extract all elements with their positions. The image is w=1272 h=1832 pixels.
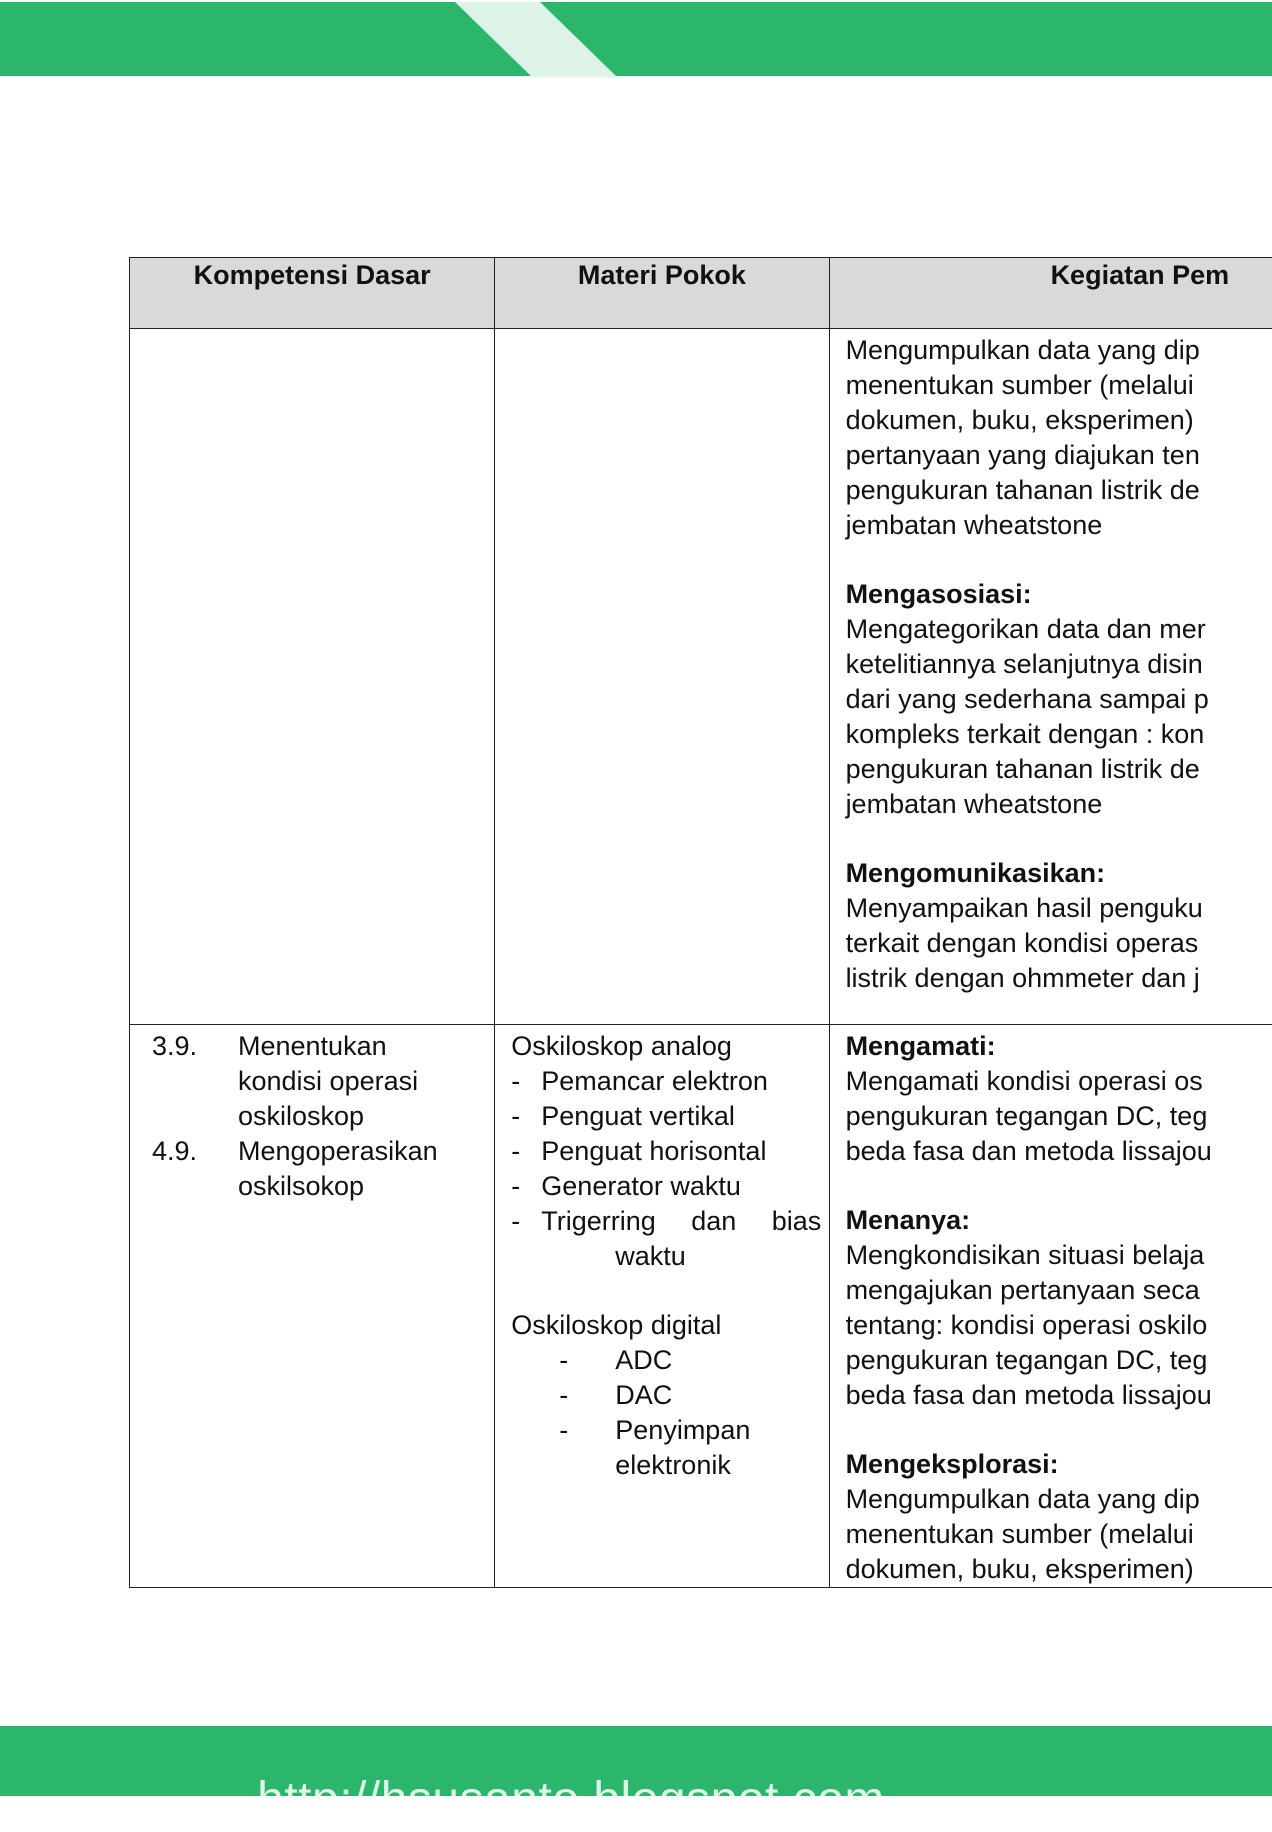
syllabus-table — [129, 257, 1272, 1588]
text-line: dokumen, buku, eksperimen) — [846, 403, 1272, 438]
text-line: pengukuran tahanan listrik de — [846, 752, 1272, 787]
list-item-continuation: elektronik — [511, 1448, 828, 1483]
list-item-continuation: waktu — [511, 1239, 828, 1274]
kegiatan-cell — [829, 329, 1272, 1025]
materi-cell — [495, 1025, 829, 1588]
text-line: menentukan sumber (melalui — [846, 1517, 1272, 1552]
text-line: beda fasa dan metoda lissajou — [846, 1134, 1272, 1169]
kd-cell — [130, 1025, 495, 1588]
kd-text: Mengoperasikan oskilsokop — [238, 1134, 478, 1204]
text-line: Mengamati kondisi operasi os — [846, 1064, 1272, 1099]
list-item: - ADC — [511, 1343, 828, 1378]
kd-number: 3.9. — [130, 1029, 238, 1134]
kd-cell-empty — [130, 329, 495, 1025]
list-item: - Penguat horisontal — [511, 1134, 828, 1169]
text-line: Mengategorikan data dan mer — [846, 612, 1272, 647]
kd-item — [130, 1134, 494, 1204]
text-line: pengukuran tegangan DC, teg — [846, 1099, 1272, 1134]
kd-number: 4.9. — [130, 1134, 238, 1204]
list-item: - Penyimpan — [511, 1413, 828, 1448]
list-item: - Penguat vertikal — [511, 1099, 828, 1134]
mengomunikasikan-heading: Mengomunikasikan: — [846, 856, 1272, 891]
text-line: kompleks terkait dengan : kon — [846, 717, 1272, 752]
header-kegiatan: Kegiatan Pem — [829, 258, 1272, 329]
text-line: terkait dengan kondisi operas — [846, 926, 1272, 961]
table-row — [130, 329, 1272, 1025]
table-header-row — [130, 258, 1272, 329]
mengamati-heading: Mengamati: — [846, 1029, 1272, 1064]
top-green-band — [0, 0, 1272, 76]
kegiatan-cell — [829, 1025, 1272, 1588]
list-item: - Generator waktu — [511, 1169, 828, 1204]
footer-url-text: http://hsusanto.blogspot.com — [257, 1776, 885, 1824]
menanya-heading: Menanya: — [846, 1203, 1272, 1238]
text-line: beda fasa dan metoda lissajou — [846, 1378, 1272, 1413]
text-line: pertanyaan yang diajukan ten — [846, 438, 1272, 473]
mengasosiasi-heading: Mengasosiasi: — [846, 577, 1272, 612]
text-line: listrik dengan ohmmeter dan j — [846, 961, 1272, 996]
kd-item — [130, 1029, 494, 1134]
text-line: menentukan sumber (melalui — [846, 368, 1272, 403]
materi-cell-empty — [495, 329, 829, 1025]
header-kompetensi-dasar: Kompetensi Dasar — [130, 258, 495, 329]
mengeksplorasi-heading: Mengeksplorasi: — [846, 1447, 1272, 1482]
text-line: jembatan wheatstone — [846, 787, 1272, 822]
list-item: - Trigerring dan bias — [511, 1204, 828, 1239]
text-line: pengukuran tahanan listrik de — [846, 473, 1272, 508]
list-item: - Pemancar elektron — [511, 1064, 828, 1099]
text-line: dokumen, buku, eksperimen) — [846, 1552, 1272, 1587]
text-line: Mengkondisikan situasi belaja — [846, 1238, 1272, 1273]
materi-analog-title: Oskiloskop analog — [511, 1029, 828, 1064]
text-line: mengajukan pertanyaan seca — [846, 1273, 1272, 1308]
kd-text: Menentukan kondisi operasi oskiloskop — [238, 1029, 478, 1134]
text-line: dari yang sederhana sampai p — [846, 682, 1272, 717]
text-line: ketelitiannya selanjutnya disin — [846, 647, 1272, 682]
text-line: tentang: kondisi operasi oskilo — [846, 1308, 1272, 1343]
materi-digital-title: Oskiloskop digital — [511, 1308, 828, 1343]
footer-url — [0, 1784, 1272, 1800]
header-materi-pokok: Materi Pokok — [495, 258, 829, 329]
text-line: pengukuran tegangan DC, teg — [846, 1343, 1272, 1378]
text-line: jembatan wheatstone — [846, 508, 1272, 543]
band-diagonal-stripe — [0, 2, 1272, 78]
text-line: Mengumpulkan data yang dip — [846, 333, 1272, 368]
text-line: Menyampaikan hasil penguku — [846, 891, 1272, 926]
list-item: - DAC — [511, 1378, 828, 1413]
text-line: Mengumpulkan data yang dip — [846, 1482, 1272, 1517]
table-row — [130, 1025, 1272, 1588]
